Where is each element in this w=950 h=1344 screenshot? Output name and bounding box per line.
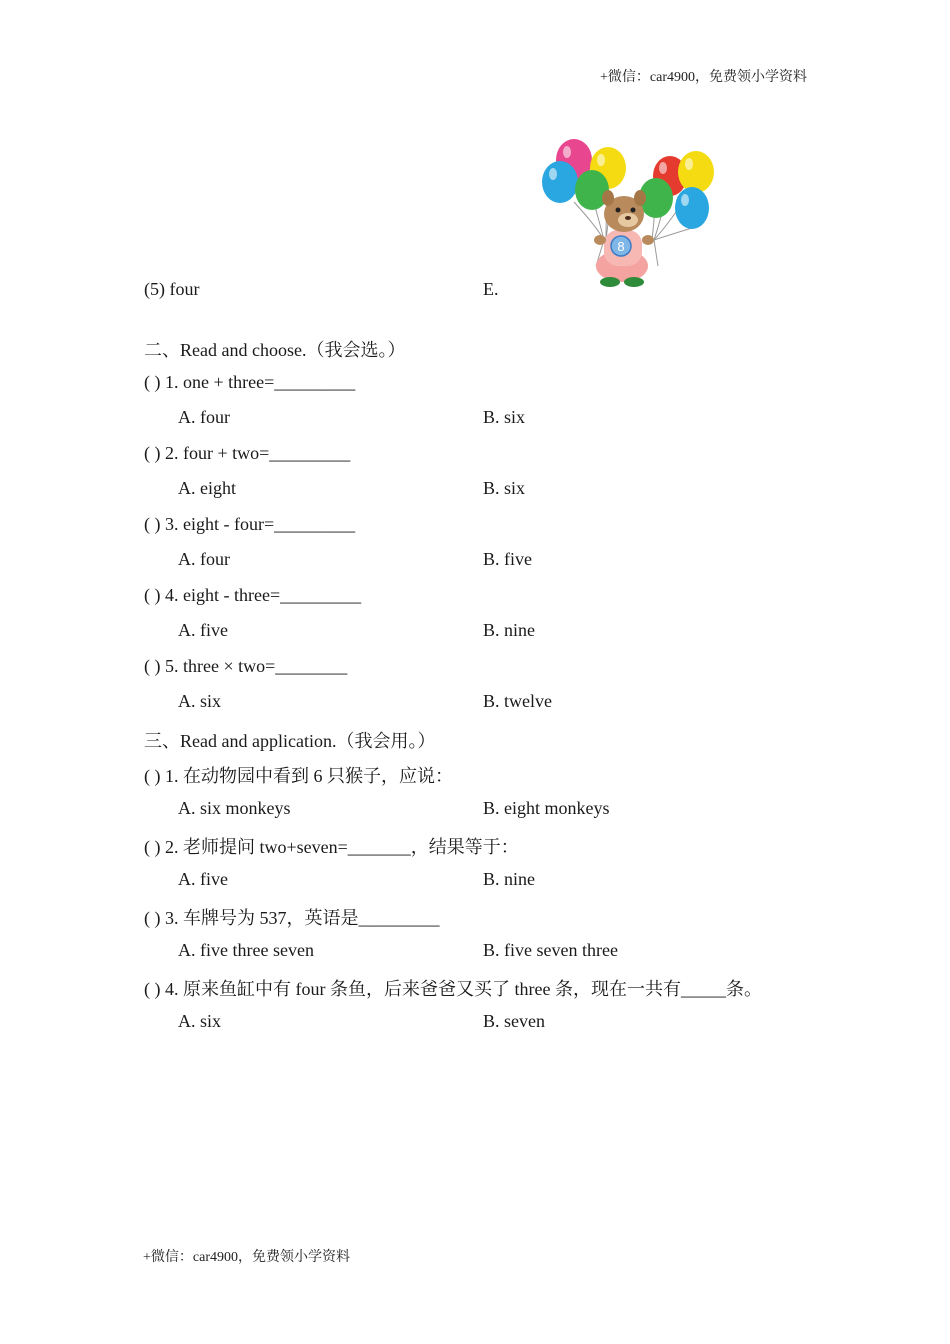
s2-q5-option-a: A. six (178, 691, 222, 711)
badge-number: 8 (617, 239, 625, 254)
s2-q3-option-b: B. five (483, 549, 532, 569)
s3-q2-option-b: B. nine (483, 869, 535, 889)
s2-q4-option-a: A. five (178, 620, 228, 640)
s3-q3-option-b: B. five seven three (483, 940, 618, 960)
s2-q3-option-a: A. four (178, 549, 230, 569)
s2-q2-option-a: A. eight (178, 478, 236, 498)
s3-q1-option-a: A. six monkeys (178, 798, 291, 818)
matching-item-5-left: (5) four (144, 279, 200, 299)
s2-q1-option-a: A. four (178, 407, 230, 427)
section3-title: 三、Read and application.（我会用。） (144, 731, 436, 751)
s3-q1-option-b: B. eight monkeys (483, 798, 610, 818)
s2-question-2: ( ) 2. four + two=_________ (144, 443, 351, 463)
matching-item-5-right: E. (483, 279, 499, 299)
footer-note: +微信：car4900，免费领小学资料 (143, 1250, 350, 1265)
s2-q5-option-b: B. twelve (483, 691, 552, 711)
s3-question-4: ( ) 4. 原来鱼缸中有 four 条鱼，后来爸爸又买了 three 条，现在一共有_____条。 (144, 979, 762, 999)
s3-q4-option-a: A. six (178, 1011, 222, 1031)
s3-q2-option-a: A. five (178, 869, 228, 889)
s2-q2-option-b: B. six (483, 478, 526, 498)
s2-question-5: ( ) 5. three × two=________ (144, 656, 348, 676)
s2-q1-option-b: B. six (483, 407, 526, 427)
s3-q4-option-b: B. seven (483, 1011, 545, 1031)
s2-question-3: ( ) 3. eight - four=_________ (144, 514, 356, 534)
section2-title: 二、Read and choose.（我会选。） (144, 340, 406, 360)
balloons-bear-icon (536, 136, 726, 292)
s3-question-3: ( ) 3. 车牌号为 537，英语是_________ (144, 908, 440, 928)
s3-question-2: ( ) 2. 老师提问 two+seven=_______，结果等于： (144, 837, 519, 857)
s2-question-1: ( ) 1. one + three=_________ (144, 372, 356, 392)
s3-question-1: ( ) 1. 在动物园中看到 6 只猴子，应说： (144, 766, 453, 786)
s2-q4-option-b: B. nine (483, 620, 535, 640)
s3-q3-option-a: A. five three seven (178, 940, 314, 960)
header-note: +微信：car4900，免费领小学资料 (600, 70, 807, 85)
s2-question-4: ( ) 4. eight - three=_________ (144, 585, 362, 605)
